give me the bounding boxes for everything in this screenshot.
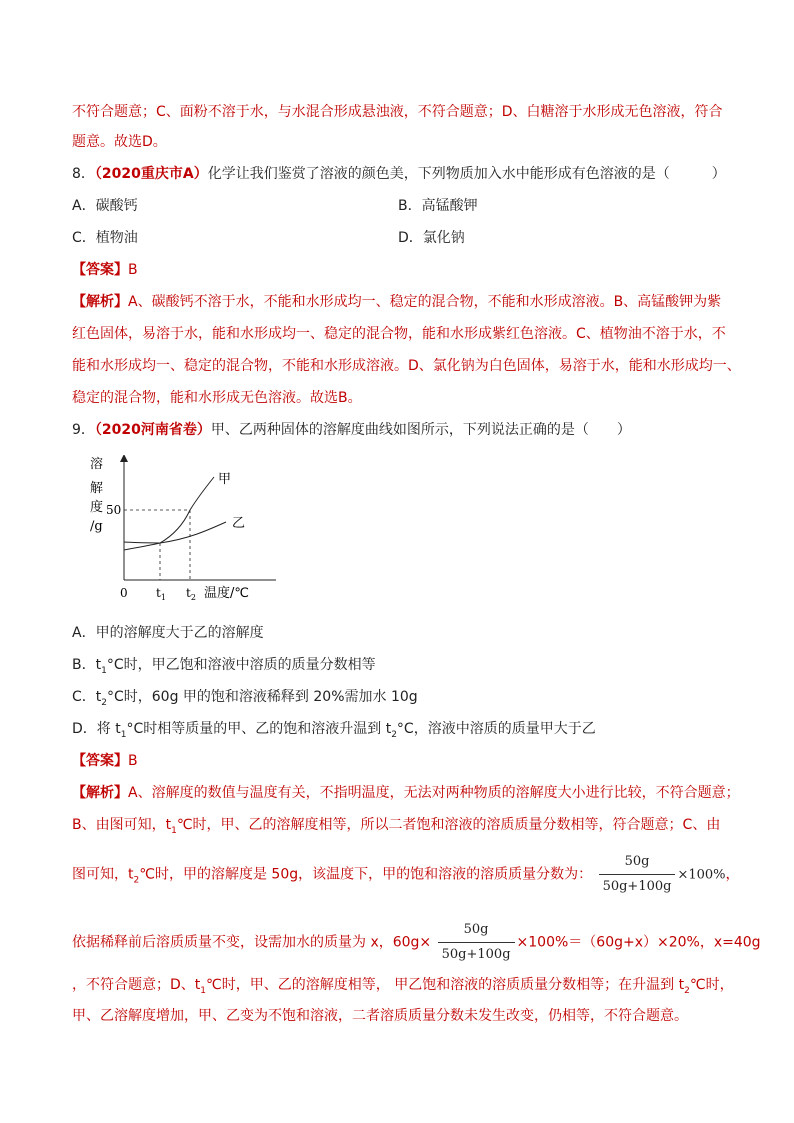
q9-answer-value: B — [128, 753, 138, 769]
q9-analysis-line-3: 图可知，$t_2℃$时，甲的溶解度是 50g，该温度下，甲的饱和溶液的溶质质量分数为： $\frac{50g}{50g+100g}$ ×100%， — [72, 852, 740, 897]
fraction-solute-percent: $\frac{50g}{50g+100g}$ — [599, 852, 676, 897]
q8-option-a: A．碳酸钙 — [72, 198, 138, 214]
q8-answer — [72, 260, 138, 280]
q9-number: 9． — [72, 422, 95, 438]
q9-analysis-line-2: B、由图可知，$t_1℃$时，甲、乙的溶解度相等，所以二者饱和溶液的溶质质量分数相等，符合题意；C、由 — [72, 817, 721, 836]
q8-number: 8． — [72, 166, 95, 182]
q8-analysis-line-1 — [72, 292, 721, 312]
q9-answer — [72, 751, 138, 771]
curve-yi — [124, 522, 226, 543]
solubility-chart — [80, 455, 280, 605]
y-label-char-4: /g — [90, 519, 103, 534]
prev-analysis-line-2: 题意。故选D。 — [72, 134, 167, 150]
q8-analysis-text-1: A、碳酸钙不溶于水，不能和水形成均一、稳定的混合物，不能和水形成溶液。B、高锰酸钾为紫 — [128, 294, 722, 310]
q9-option-b: B．$t_1^\circ C$时，甲乙饱和溶液中溶质的质量分数相等 — [72, 657, 376, 676]
fraction-dilution: $\frac{50g}{50g+100g}$ — [438, 920, 515, 965]
q9-answer-label: 【答案】 — [72, 753, 128, 769]
curve-label-yi: 乙 — [232, 516, 246, 531]
q8-analysis-label: 【解析】 — [72, 294, 128, 310]
q8-option-d: D．氯化钠 — [398, 230, 465, 246]
q9-analysis-line-5: ，不符合题意；D、$t_1℃$时，甲、乙的溶解度相等， 甲乙饱和溶液的溶质质量分数相等；在升温到 $t_2℃$时， — [72, 977, 734, 996]
q9-stem-text: 甲、乙两种固体的溶解度曲线如图所示，下列说法正确的是（ ） — [210, 422, 631, 438]
q8-stem — [72, 164, 726, 184]
q8-options-row-2 — [72, 228, 732, 248]
q9-option-a: A．甲的溶解度大于乙的溶解度 — [72, 625, 264, 641]
y-label-char-2: 解 — [90, 481, 104, 496]
q8-answer-label: 【答案】 — [72, 262, 128, 278]
q9-analysis-label: 【解析】 — [72, 785, 128, 801]
q8-source: （2020重庆市A） — [94, 166, 208, 182]
q8-option-b: B．高锰酸钾 — [398, 198, 478, 214]
q9-option-d: D．将 $t_1^\circ C$时相等质量的甲、乙的饱和溶液升温到 $t_2^\circ C$，溶液中溶质的质量甲大于乙 — [72, 721, 596, 740]
q9-option-c: C．$t_2^\circ C$时，60g 甲的饱和溶液稀释到 20%需加水 10g — [72, 689, 418, 708]
x-tick-origin: 0 — [120, 586, 128, 600]
x-tick-t1: $t_1$ — [156, 586, 166, 602]
q9-analysis-line-1: 【解析】A、溶解度的数值与温度有关，不指明温度，无法对两种物质的溶解度大小进行比较，不符合题意； — [72, 785, 740, 801]
q9-source: （2020河南省卷） — [94, 422, 211, 438]
curve-label-jia: 甲 — [218, 472, 232, 487]
q8-option-c: C．植物油 — [72, 230, 138, 246]
q9-analysis-line-6: 甲、乙溶解度增加，甲、乙变为不饱和溶液，二者溶质质量分数未发生改变，仍相等，不符合题意。 — [72, 1008, 688, 1024]
q8-options-row-1 — [72, 196, 732, 216]
q9-stem — [72, 420, 631, 440]
y-tick-50: 50 — [106, 503, 122, 517]
curve-jia — [124, 477, 214, 550]
y-label-char-3: 度 — [90, 500, 104, 515]
x-tick-t2: $t_2$ — [186, 586, 196, 602]
q8-analysis-line-2: 红色固体，易溶于水，能和水形成均一、稳定的混合物，能和水形成紫红色溶液。C、植物油不溶于水，不 — [72, 326, 726, 342]
prev-analysis-line-1: 不符合题意；C、面粉不溶于水，与水混合形成悬浊液，不符合题意；D、白糖溶于水形成无色溶液，符合 — [72, 104, 723, 120]
q8-analysis-line-4: 稳定的混合物，能和水形成无色溶液。故选B。 — [72, 390, 362, 406]
q8-answer-value: B — [128, 262, 138, 278]
y-label-char-1: 溶 — [90, 457, 104, 472]
q8-stem-text: 化学让我们鉴赏了溶液的颜色美，下列物质加入水中能形成有色溶液的是（ ） — [207, 166, 726, 182]
q8-analysis-line-3: 能和水形成均一、稳定的混合物，不能和水形成溶液。D、氯化钠为白色固体，易溶于水，能和水形成均一、 — [72, 358, 741, 374]
x-axis-label: 温度/℃ — [204, 586, 249, 601]
q9-analysis-line-4: 依据稀释前后溶质质量不变，设需加水的质量为 x，60g× $\frac{50g}{50g+100g}$ ×100%＝（60g+x）×20%，x=40g — [72, 920, 761, 965]
